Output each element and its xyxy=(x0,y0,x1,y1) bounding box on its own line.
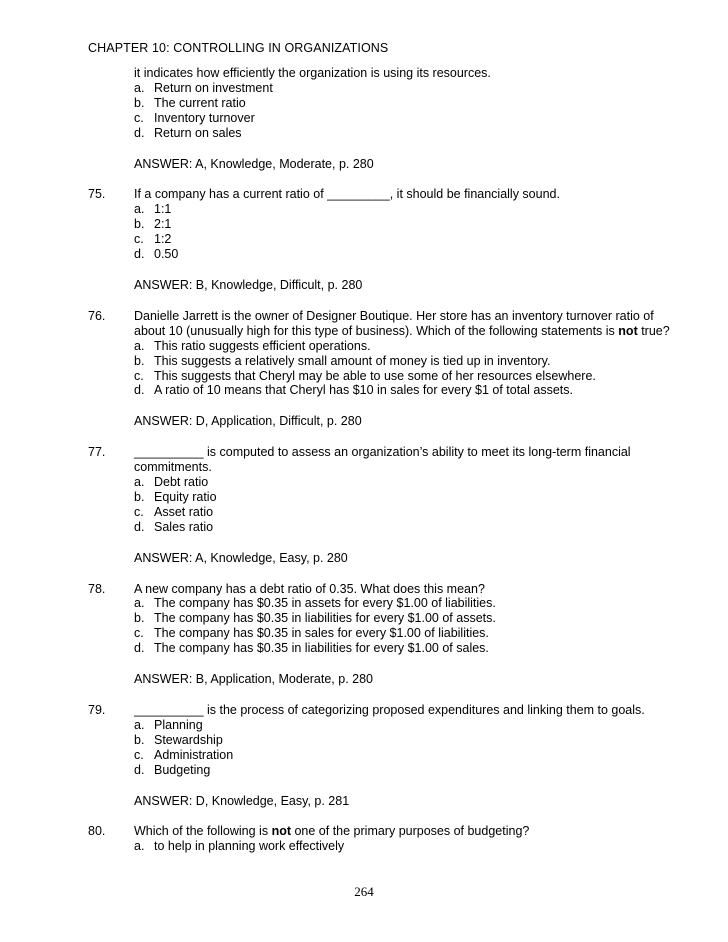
option-d: d. Return on sales xyxy=(134,125,242,140)
question-75 xyxy=(88,187,688,292)
question-text: A new company has a debt ratio of 0.35. What does this mean? xyxy=(134,581,485,596)
question-number: 78. xyxy=(88,581,106,596)
answer-line: ANSWER: B, Knowledge, Difficult, p. 280 xyxy=(134,277,363,292)
question-78 xyxy=(88,582,688,687)
answer-line: ANSWER: A, Knowledge, Easy, p. 280 xyxy=(134,550,348,565)
option-d: d. A ratio of 10 means that Cheryl has $10 in sales for every $1 of total assets. xyxy=(134,383,573,398)
question-text: __________ is the process of categorizing proposed expenditures and linking them to goals. xyxy=(134,703,645,717)
option-a: a. 1:1 xyxy=(134,202,172,217)
answer-line: ANSWER: D, Knowledge, Easy, p. 281 xyxy=(134,793,350,808)
question-77 xyxy=(88,445,688,565)
option-c: c. Inventory turnover xyxy=(134,110,255,125)
question-number: 79. xyxy=(88,703,106,717)
question-number: 75. xyxy=(88,187,106,202)
chapter-header: CHAPTER 10: CONTROLLING IN ORGANIZATIONS xyxy=(88,41,389,55)
option-d: d. Sales ratio xyxy=(134,519,214,534)
question-number: 77. xyxy=(88,445,106,460)
question-80 xyxy=(88,824,688,854)
question-76 xyxy=(88,309,688,429)
option-b: b. The current ratio xyxy=(134,95,246,110)
question-text: __________ is computed to assess an organization’s ability to meet its long-term financial commitments. xyxy=(134,445,631,475)
answer-line: ANSWER: B, Application, Moderate, p. 280 xyxy=(134,672,374,687)
option-c: c. 1:2 xyxy=(134,232,172,247)
option-a: a. The company has $0.35 in assets for every $1.00 of liabilities. xyxy=(134,596,496,611)
option-a: a. Return on investment xyxy=(134,80,273,95)
option-c: c. This suggests that Cheryl may be able to use some of her resources elsewhere. xyxy=(134,368,596,383)
emphasis-not: not xyxy=(271,824,291,839)
question-79 xyxy=(88,703,688,808)
question-list xyxy=(88,66,688,870)
answer-line: ANSWER: A, Knowledge, Moderate, p. 280 xyxy=(134,156,374,171)
option-c: c. The company has $0.35 in sales for every $1.00 of liabilities. xyxy=(134,626,489,641)
question-continued xyxy=(88,66,688,171)
question-text: Danielle Jarrett is the owner of Designer Boutique. Her store has an inventory turnover ratio of about 10 (unusually high for this type of business). Which of the following statements is not true? xyxy=(134,308,670,338)
option-a: a. Debt ratio xyxy=(134,475,209,490)
option-d: d. Budgeting xyxy=(134,762,211,777)
emphasis-not: not xyxy=(618,323,638,338)
question-text: Which of the following is not one of the primary purposes of budgeting? xyxy=(134,824,530,839)
question-text: it indicates how efficiently the organization is using its resources. xyxy=(134,66,491,80)
question-text: If a company has a current ratio of _________, it should be financially sound. xyxy=(134,187,560,202)
option-b: b. Stewardship xyxy=(134,732,223,747)
option-a: a. to help in planning work effectively xyxy=(134,839,345,854)
question-number: 76. xyxy=(88,308,106,323)
option-b: b. 2:1 xyxy=(134,217,172,232)
option-a: a. Planning xyxy=(134,717,203,732)
option-b: b. This suggests a relatively small amount of money is tied up in inventory. xyxy=(134,353,551,368)
option-d: d. The company has $0.35 in liabilities for every $1.00 of sales. xyxy=(134,641,489,656)
option-b: b. The company has $0.35 in liabilities for every $1.00 of assets. xyxy=(134,611,496,626)
answer-line: ANSWER: D, Application, Difficult, p. 280 xyxy=(134,414,362,429)
option-b: b. Equity ratio xyxy=(134,489,217,504)
question-number: 80. xyxy=(88,824,106,839)
option-c: c. Administration xyxy=(134,747,234,762)
option-c: c. Asset ratio xyxy=(134,504,214,519)
option-a: a. This ratio suggests efficient operations. xyxy=(134,338,371,353)
option-d: d. 0.50 xyxy=(134,247,179,262)
page-number: 264 xyxy=(354,884,374,899)
